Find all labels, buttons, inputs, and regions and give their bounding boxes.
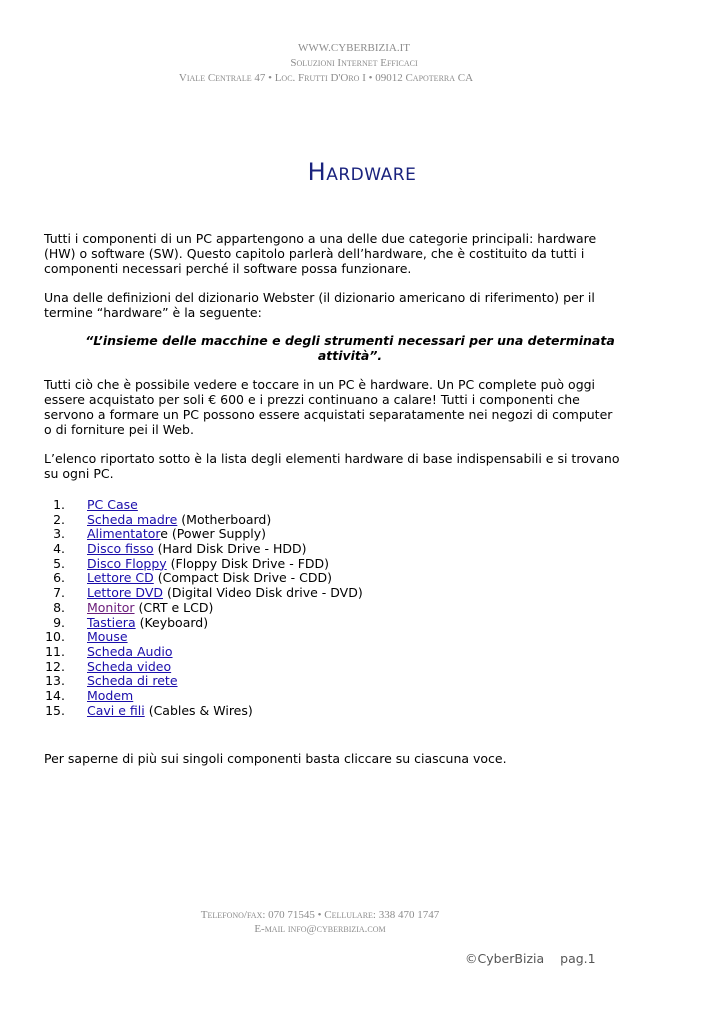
description-paragraph: Tutti ciò che è possibile vedere e toccare in un PC è hardware. Un PC complete può oggi essere acquistato per soli € 600 e i prezzi continuano a calare! Tutti i componenti che servono a formare un PC possono essere acquistati separatamente nei negozi di computer o di forniture pei il Web.	[44, 377, 613, 437]
link-scheda-video[interactable]: Scheda video	[87, 658, 172, 674]
list-item: 14. Modem	[45, 687, 134, 703]
list-item: 6. Lettore CD (Compact Disk Drive - CDD)	[53, 570, 332, 586]
list-item: 11. Scheda Audio	[45, 643, 173, 659]
page-footer	[465, 951, 612, 966]
page-title: Hardware	[307, 158, 417, 186]
list-item: 8. Monitor (CRT e LCD)	[53, 599, 214, 615]
list-item: 5. Disco Floppy (Floppy Disk Drive - FDD)	[53, 555, 330, 571]
list-item: 2. Scheda madre (Motherboard)	[53, 511, 272, 527]
footer-phone: Telefono/fax: 070 71545 • Cellulare: 338 470 1747	[200, 909, 440, 921]
list-item: 4. Disco fisso (Hard Disk Drive - HDD)	[53, 541, 307, 557]
link-lettore-cd[interactable]: Lettore CD	[87, 570, 154, 586]
link-tastiera[interactable]: Tastiera	[87, 614, 136, 630]
link-monitor[interactable]: Monitor	[87, 599, 135, 615]
footer-email: E-mail info@cyberbizia.com	[254, 923, 386, 935]
link-scheda-audio[interactable]: Scheda Audio	[87, 643, 173, 659]
list-item: 12. Scheda video	[45, 658, 172, 674]
link-cavi-e-fili[interactable]: Cavi e fili	[87, 702, 145, 718]
intro-paragraph: Tutti i componenti di un PC appartengono a una delle due categorie principali: hardware (HW) o software (SW). Questo capitolo parlerà dell’hardware, che è costituito da tutti i componenti necessari perché il software possa funzionare.	[44, 231, 597, 276]
header-website: WWW.CYBERBIZIA.IT	[297, 42, 411, 54]
definition-quote: “L’insieme delle macchine e degli strumenti necessari per una determinata attività”.	[85, 333, 615, 363]
link-modem[interactable]: Modem	[87, 687, 134, 703]
header-tagline: Soluzioni Internet Efficaci	[290, 57, 418, 69]
page-number: pag.1	[560, 951, 596, 966]
list-item: 1. PC Case	[53, 497, 138, 512]
definition-paragraph: Una delle definizioni del dizionario Webster (il dizionario americano di riferimento) per il termine “hardware” è la seguente:	[44, 290, 595, 320]
list-item: 3. Alimentatore (Power Supply)	[53, 526, 267, 542]
list-item: 13. Scheda di rete	[45, 673, 178, 689]
header-address: Viale Centrale 47 • Loc. Frutti D'Oro I • 09012 Capoterra CA	[178, 72, 474, 84]
link-disco-fisso[interactable]: Disco fisso	[87, 541, 154, 557]
link-alimentatore[interactable]: Alimentator	[87, 526, 161, 542]
list-item: 9. Tastiera (Keyboard)	[53, 614, 209, 630]
copyright: ©CyberBizia	[465, 951, 545, 966]
link-mouse[interactable]: Mouse	[87, 629, 128, 645]
list-intro-paragraph: L’elenco riportato sotto è la lista degli elementi hardware di base indispensabili e si trovano su ogni PC.	[44, 451, 620, 481]
link-lettore-dvd[interactable]: Lettore DVD	[87, 585, 163, 601]
list-item: 10. Mouse	[45, 629, 128, 645]
components-list	[44, 497, 363, 718]
closing-paragraph: Per saperne di più sui singoli componenti basta cliccare su ciascuna voce.	[44, 751, 507, 766]
list-item: 15. Cavi e fili (Cables & Wires)	[45, 702, 253, 718]
link-scheda-di-rete[interactable]: Scheda di rete	[87, 673, 178, 689]
link-scheda-madre[interactable]: Scheda madre	[87, 511, 178, 527]
list-item: 7. Lettore DVD (Digital Video Disk drive - DVD)	[53, 585, 363, 601]
link-pc-case[interactable]: PC Case	[87, 497, 138, 512]
link-disco-floppy[interactable]: Disco Floppy	[87, 555, 167, 571]
